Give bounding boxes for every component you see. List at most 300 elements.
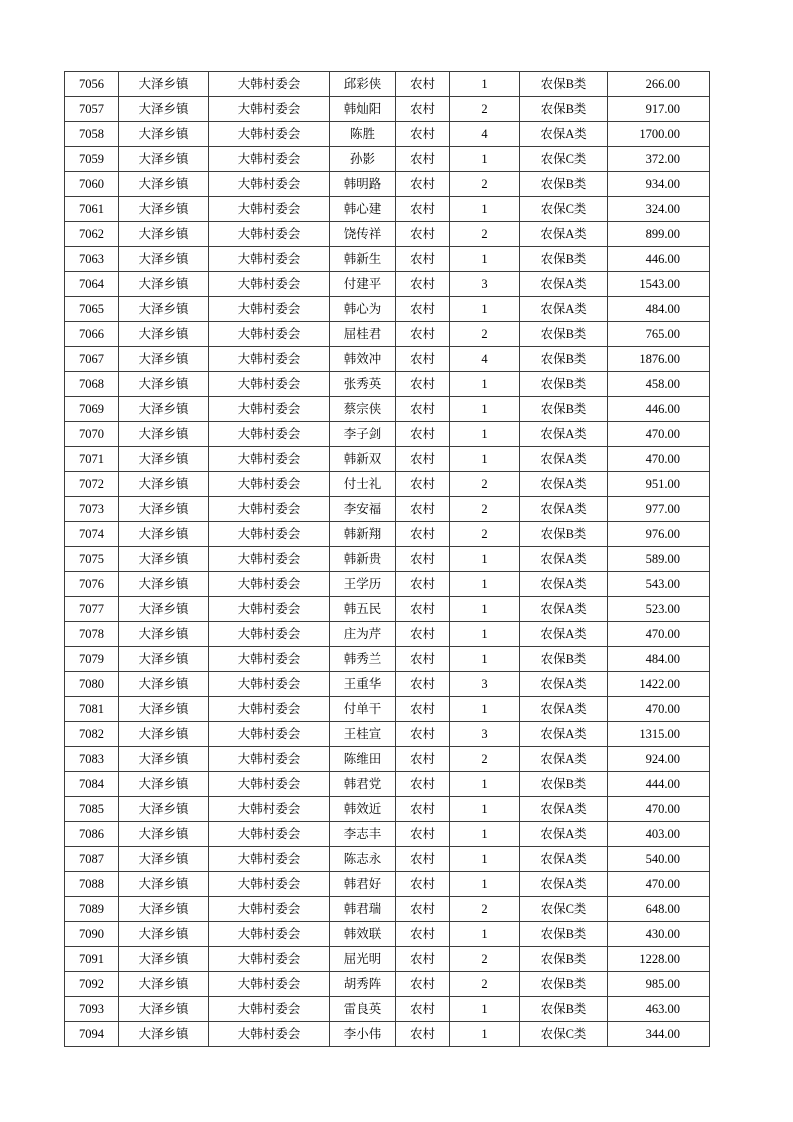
cell-amount: 470.00 — [608, 797, 710, 822]
cell-town: 大泽乡镇 — [119, 297, 209, 322]
cell-category: 农保A类 — [520, 622, 608, 647]
cell-count: 1 — [450, 997, 520, 1022]
cell-type: 农村 — [396, 372, 450, 397]
cell-town: 大泽乡镇 — [119, 872, 209, 897]
cell-village: 大韩村委会 — [209, 947, 330, 972]
cell-count: 1 — [450, 372, 520, 397]
cell-name: 韩新双 — [330, 447, 396, 472]
cell-type: 农村 — [396, 97, 450, 122]
cell-amount: 444.00 — [608, 772, 710, 797]
cell-amount: 403.00 — [608, 822, 710, 847]
cell-id: 7071 — [65, 447, 119, 472]
cell-id: 7069 — [65, 397, 119, 422]
cell-count: 1 — [450, 447, 520, 472]
cell-name: 韩君党 — [330, 772, 396, 797]
cell-village: 大韩村委会 — [209, 272, 330, 297]
cell-count: 2 — [450, 897, 520, 922]
cell-village: 大韩村委会 — [209, 472, 330, 497]
cell-town: 大泽乡镇 — [119, 947, 209, 972]
cell-id: 7080 — [65, 672, 119, 697]
cell-id: 7064 — [65, 272, 119, 297]
cell-name: 付建平 — [330, 272, 396, 297]
cell-count: 1 — [450, 797, 520, 822]
cell-count: 2 — [450, 322, 520, 347]
cell-town: 大泽乡镇 — [119, 897, 209, 922]
cell-id: 7061 — [65, 197, 119, 222]
table-row — [65, 647, 710, 672]
cell-village: 大韩村委会 — [209, 672, 330, 697]
cell-town: 大泽乡镇 — [119, 997, 209, 1022]
cell-name: 韩明路 — [330, 172, 396, 197]
cell-name: 韩效冲 — [330, 347, 396, 372]
cell-amount: 446.00 — [608, 247, 710, 272]
table-row — [65, 72, 710, 97]
cell-id: 7066 — [65, 322, 119, 347]
cell-category: 农保B类 — [520, 97, 608, 122]
cell-category: 农保A类 — [520, 872, 608, 897]
cell-category: 农保A类 — [520, 722, 608, 747]
cell-type: 农村 — [396, 247, 450, 272]
cell-id: 7078 — [65, 622, 119, 647]
cell-type: 农村 — [396, 822, 450, 847]
cell-amount: 1700.00 — [608, 122, 710, 147]
cell-category: 农保B类 — [520, 372, 608, 397]
cell-type: 农村 — [396, 72, 450, 97]
cell-village: 大韩村委会 — [209, 547, 330, 572]
cell-id: 7062 — [65, 222, 119, 247]
cell-count: 1 — [450, 772, 520, 797]
cell-amount: 470.00 — [608, 447, 710, 472]
table-row — [65, 797, 710, 822]
cell-village: 大韩村委会 — [209, 147, 330, 172]
cell-id: 7086 — [65, 822, 119, 847]
cell-type: 农村 — [396, 172, 450, 197]
cell-id: 7094 — [65, 1022, 119, 1047]
cell-count: 2 — [450, 172, 520, 197]
cell-village: 大韩村委会 — [209, 72, 330, 97]
cell-village: 大韩村委会 — [209, 1022, 330, 1047]
cell-count: 1 — [450, 297, 520, 322]
cell-category: 农保B类 — [520, 972, 608, 997]
cell-type: 农村 — [396, 772, 450, 797]
cell-town: 大泽乡镇 — [119, 272, 209, 297]
table-row — [65, 922, 710, 947]
table-row — [65, 172, 710, 197]
cell-name: 韩新贵 — [330, 547, 396, 572]
cell-town: 大泽乡镇 — [119, 622, 209, 647]
table-row — [65, 322, 710, 347]
cell-category: 农保C类 — [520, 197, 608, 222]
cell-category: 农保A类 — [520, 222, 608, 247]
cell-town: 大泽乡镇 — [119, 822, 209, 847]
cell-town: 大泽乡镇 — [119, 747, 209, 772]
table-row — [65, 247, 710, 272]
table-row — [65, 147, 710, 172]
cell-category: 农保A类 — [520, 672, 608, 697]
cell-amount: 648.00 — [608, 897, 710, 922]
cell-category: 农保B类 — [520, 647, 608, 672]
cell-amount: 463.00 — [608, 997, 710, 1022]
table-row — [65, 997, 710, 1022]
cell-type: 农村 — [396, 722, 450, 747]
cell-category: 农保B类 — [520, 997, 608, 1022]
cell-count: 2 — [450, 472, 520, 497]
cell-id: 7092 — [65, 972, 119, 997]
cell-category: 农保A类 — [520, 572, 608, 597]
table-row — [65, 1022, 710, 1047]
cell-town: 大泽乡镇 — [119, 372, 209, 397]
cell-name: 庄为芹 — [330, 622, 396, 647]
table-row — [65, 872, 710, 897]
cell-count: 4 — [450, 122, 520, 147]
cell-type: 农村 — [396, 872, 450, 897]
cell-village: 大韩村委会 — [209, 572, 330, 597]
cell-name: 韩新生 — [330, 247, 396, 272]
cell-village: 大韩村委会 — [209, 872, 330, 897]
cell-category: 农保C类 — [520, 897, 608, 922]
cell-type: 农村 — [396, 322, 450, 347]
cell-name: 李子剑 — [330, 422, 396, 447]
table-row — [65, 772, 710, 797]
cell-town: 大泽乡镇 — [119, 222, 209, 247]
cell-category: 农保C类 — [520, 147, 608, 172]
cell-type: 农村 — [396, 297, 450, 322]
cell-category: 农保A类 — [520, 472, 608, 497]
cell-name: 陈胜 — [330, 122, 396, 147]
cell-amount: 484.00 — [608, 647, 710, 672]
cell-count: 2 — [450, 97, 520, 122]
cell-count: 1 — [450, 597, 520, 622]
cell-category: 农保B类 — [520, 947, 608, 972]
cell-id: 7084 — [65, 772, 119, 797]
cell-count: 1 — [450, 247, 520, 272]
cell-category: 农保A类 — [520, 822, 608, 847]
cell-id: 7076 — [65, 572, 119, 597]
cell-id: 7068 — [65, 372, 119, 397]
cell-count: 1 — [450, 872, 520, 897]
cell-name: 付士礼 — [330, 472, 396, 497]
table-row — [65, 547, 710, 572]
cell-town: 大泽乡镇 — [119, 847, 209, 872]
cell-id: 7063 — [65, 247, 119, 272]
cell-name: 王桂宣 — [330, 722, 396, 747]
cell-name: 陈维田 — [330, 747, 396, 772]
cell-type: 农村 — [396, 797, 450, 822]
table-row — [65, 847, 710, 872]
cell-village: 大韩村委会 — [209, 697, 330, 722]
cell-id: 7087 — [65, 847, 119, 872]
cell-village: 大韩村委会 — [209, 172, 330, 197]
cell-count: 1 — [450, 72, 520, 97]
cell-type: 农村 — [396, 272, 450, 297]
cell-category: 农保A类 — [520, 272, 608, 297]
cell-category: 农保A类 — [520, 447, 608, 472]
cell-name: 韩君瑞 — [330, 897, 396, 922]
cell-town: 大泽乡镇 — [119, 697, 209, 722]
cell-count: 2 — [450, 222, 520, 247]
cell-amount: 1228.00 — [608, 947, 710, 972]
cell-town: 大泽乡镇 — [119, 497, 209, 522]
table-row — [65, 122, 710, 147]
cell-id: 7074 — [65, 522, 119, 547]
table-row — [65, 97, 710, 122]
cell-type: 农村 — [396, 547, 450, 572]
cell-amount: 899.00 — [608, 222, 710, 247]
cell-name: 王学历 — [330, 572, 396, 597]
cell-name: 孙影 — [330, 147, 396, 172]
cell-count: 2 — [450, 522, 520, 547]
cell-category: 农保B类 — [520, 247, 608, 272]
cell-category: 农保B类 — [520, 72, 608, 97]
cell-type: 农村 — [396, 222, 450, 247]
cell-type: 农村 — [396, 922, 450, 947]
cell-type: 农村 — [396, 847, 450, 872]
cell-town: 大泽乡镇 — [119, 322, 209, 347]
cell-village: 大韩村委会 — [209, 847, 330, 872]
cell-town: 大泽乡镇 — [119, 97, 209, 122]
cell-category: 农保A类 — [520, 847, 608, 872]
cell-type: 农村 — [396, 122, 450, 147]
cell-category: 农保B类 — [520, 347, 608, 372]
cell-village: 大韩村委会 — [209, 747, 330, 772]
cell-name: 韩灿阳 — [330, 97, 396, 122]
cell-village: 大韩村委会 — [209, 97, 330, 122]
cell-type: 农村 — [396, 597, 450, 622]
cell-type: 农村 — [396, 672, 450, 697]
cell-name: 陈志永 — [330, 847, 396, 872]
cell-town: 大泽乡镇 — [119, 522, 209, 547]
table-row — [65, 347, 710, 372]
cell-town: 大泽乡镇 — [119, 72, 209, 97]
table-row — [65, 947, 710, 972]
cell-type: 农村 — [396, 947, 450, 972]
cell-town: 大泽乡镇 — [119, 1022, 209, 1047]
cell-type: 农村 — [396, 522, 450, 547]
cell-count: 1 — [450, 697, 520, 722]
cell-village: 大韩村委会 — [209, 322, 330, 347]
cell-amount: 765.00 — [608, 322, 710, 347]
cell-village: 大韩村委会 — [209, 422, 330, 447]
cell-village: 大韩村委会 — [209, 972, 330, 997]
cell-count: 1 — [450, 397, 520, 422]
cell-category: 农保A类 — [520, 122, 608, 147]
table-row — [65, 222, 710, 247]
table-row — [65, 572, 710, 597]
cell-id: 7058 — [65, 122, 119, 147]
cell-town: 大泽乡镇 — [119, 172, 209, 197]
cell-id: 7067 — [65, 347, 119, 372]
table-row — [65, 822, 710, 847]
cell-count: 1 — [450, 1022, 520, 1047]
cell-amount: 458.00 — [608, 372, 710, 397]
cell-town: 大泽乡镇 — [119, 572, 209, 597]
cell-count: 1 — [450, 547, 520, 572]
cell-amount: 344.00 — [608, 1022, 710, 1047]
cell-name: 李志丰 — [330, 822, 396, 847]
cell-type: 农村 — [396, 647, 450, 672]
cell-id: 7088 — [65, 872, 119, 897]
cell-type: 农村 — [396, 697, 450, 722]
cell-amount: 484.00 — [608, 297, 710, 322]
cell-type: 农村 — [396, 197, 450, 222]
cell-town: 大泽乡镇 — [119, 347, 209, 372]
cell-amount: 324.00 — [608, 197, 710, 222]
cell-name: 付单干 — [330, 697, 396, 722]
cell-count: 1 — [450, 422, 520, 447]
cell-name: 李小伟 — [330, 1022, 396, 1047]
cell-count: 1 — [450, 822, 520, 847]
cell-village: 大韩村委会 — [209, 522, 330, 547]
cell-village: 大韩村委会 — [209, 897, 330, 922]
cell-type: 农村 — [396, 472, 450, 497]
cell-village: 大韩村委会 — [209, 372, 330, 397]
cell-count: 1 — [450, 847, 520, 872]
cell-town: 大泽乡镇 — [119, 647, 209, 672]
cell-count: 2 — [450, 947, 520, 972]
cell-id: 7091 — [65, 947, 119, 972]
cell-count: 1 — [450, 572, 520, 597]
cell-name: 韩心为 — [330, 297, 396, 322]
cell-name: 屈光明 — [330, 947, 396, 972]
cell-village: 大韩村委会 — [209, 722, 330, 747]
cell-id: 7093 — [65, 997, 119, 1022]
cell-town: 大泽乡镇 — [119, 472, 209, 497]
cell-count: 1 — [450, 147, 520, 172]
cell-name: 韩效联 — [330, 922, 396, 947]
table-row — [65, 397, 710, 422]
cell-town: 大泽乡镇 — [119, 772, 209, 797]
cell-town: 大泽乡镇 — [119, 547, 209, 572]
cell-amount: 924.00 — [608, 747, 710, 772]
cell-type: 农村 — [396, 897, 450, 922]
cell-village: 大韩村委会 — [209, 922, 330, 947]
cell-amount: 470.00 — [608, 622, 710, 647]
cell-town: 大泽乡镇 — [119, 972, 209, 997]
cell-village: 大韩村委会 — [209, 447, 330, 472]
cell-category: 农保A类 — [520, 697, 608, 722]
cell-village: 大韩村委会 — [209, 497, 330, 522]
cell-name: 韩心建 — [330, 197, 396, 222]
cell-village: 大韩村委会 — [209, 797, 330, 822]
cell-id: 7082 — [65, 722, 119, 747]
cell-count: 3 — [450, 272, 520, 297]
cell-type: 农村 — [396, 347, 450, 372]
cell-name: 雷良英 — [330, 997, 396, 1022]
payment-roster-table — [64, 71, 710, 1047]
cell-amount: 372.00 — [608, 147, 710, 172]
cell-name: 胡秀阵 — [330, 972, 396, 997]
cell-category: 农保C类 — [520, 1022, 608, 1047]
cell-id: 7089 — [65, 897, 119, 922]
cell-town: 大泽乡镇 — [119, 197, 209, 222]
cell-town: 大泽乡镇 — [119, 597, 209, 622]
cell-village: 大韩村委会 — [209, 772, 330, 797]
cell-name: 王重华 — [330, 672, 396, 697]
cell-id: 7075 — [65, 547, 119, 572]
cell-type: 农村 — [396, 1022, 450, 1047]
cell-type: 农村 — [396, 397, 450, 422]
cell-id: 7073 — [65, 497, 119, 522]
cell-name: 韩五民 — [330, 597, 396, 622]
cell-town: 大泽乡镇 — [119, 722, 209, 747]
cell-town: 大泽乡镇 — [119, 247, 209, 272]
cell-amount: 523.00 — [608, 597, 710, 622]
cell-amount: 446.00 — [608, 397, 710, 422]
cell-amount: 540.00 — [608, 847, 710, 872]
cell-id: 7081 — [65, 697, 119, 722]
cell-village: 大韩村委会 — [209, 247, 330, 272]
table-row — [65, 272, 710, 297]
cell-town: 大泽乡镇 — [119, 122, 209, 147]
cell-amount: 1315.00 — [608, 722, 710, 747]
cell-type: 农村 — [396, 622, 450, 647]
cell-count: 1 — [450, 647, 520, 672]
table-body — [65, 72, 710, 1047]
table-row — [65, 747, 710, 772]
cell-category: 农保B类 — [520, 397, 608, 422]
cell-amount: 470.00 — [608, 697, 710, 722]
cell-name: 李安福 — [330, 497, 396, 522]
cell-category: 农保A类 — [520, 747, 608, 772]
cell-name: 韩新翔 — [330, 522, 396, 547]
cell-id: 7059 — [65, 147, 119, 172]
table-row — [65, 972, 710, 997]
cell-village: 大韩村委会 — [209, 197, 330, 222]
cell-type: 农村 — [396, 447, 450, 472]
cell-count: 3 — [450, 672, 520, 697]
cell-type: 农村 — [396, 572, 450, 597]
cell-village: 大韩村委会 — [209, 347, 330, 372]
cell-amount: 976.00 — [608, 522, 710, 547]
cell-amount: 470.00 — [608, 422, 710, 447]
cell-village: 大韩村委会 — [209, 822, 330, 847]
table-row — [65, 697, 710, 722]
cell-category: 农保A类 — [520, 797, 608, 822]
cell-name: 屈桂君 — [330, 322, 396, 347]
cell-village: 大韩村委会 — [209, 297, 330, 322]
cell-amount: 1543.00 — [608, 272, 710, 297]
cell-village: 大韩村委会 — [209, 597, 330, 622]
cell-name: 韩君好 — [330, 872, 396, 897]
cell-category: 农保B类 — [520, 172, 608, 197]
cell-type: 农村 — [396, 997, 450, 1022]
cell-amount: 951.00 — [608, 472, 710, 497]
cell-id: 7077 — [65, 597, 119, 622]
cell-amount: 543.00 — [608, 572, 710, 597]
cell-count: 4 — [450, 347, 520, 372]
table-row — [65, 447, 710, 472]
cell-name: 蔡宗侠 — [330, 397, 396, 422]
cell-category: 农保A类 — [520, 497, 608, 522]
cell-category: 农保B类 — [520, 772, 608, 797]
cell-town: 大泽乡镇 — [119, 672, 209, 697]
cell-town: 大泽乡镇 — [119, 147, 209, 172]
cell-town: 大泽乡镇 — [119, 447, 209, 472]
cell-amount: 917.00 — [608, 97, 710, 122]
cell-type: 农村 — [396, 747, 450, 772]
cell-town: 大泽乡镇 — [119, 797, 209, 822]
cell-amount: 985.00 — [608, 972, 710, 997]
cell-id: 7072 — [65, 472, 119, 497]
cell-category: 农保B类 — [520, 522, 608, 547]
cell-type: 农村 — [396, 972, 450, 997]
cell-amount: 1422.00 — [608, 672, 710, 697]
cell-count: 1 — [450, 922, 520, 947]
cell-village: 大韩村委会 — [209, 997, 330, 1022]
cell-amount: 430.00 — [608, 922, 710, 947]
cell-village: 大韩村委会 — [209, 222, 330, 247]
table-row — [65, 497, 710, 522]
